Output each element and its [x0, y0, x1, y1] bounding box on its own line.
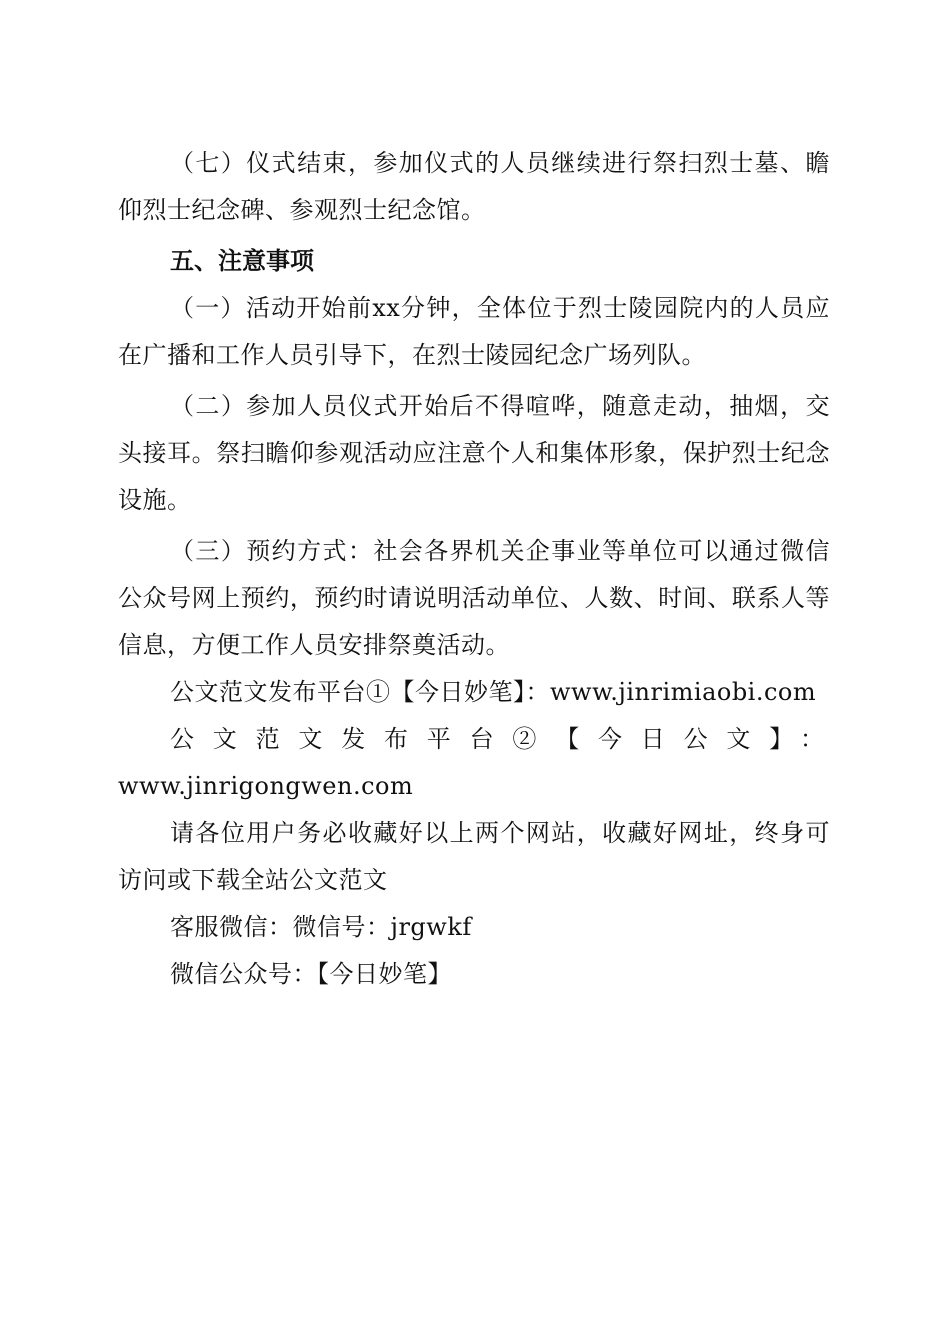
reminder-paragraph: 请各位用户务必收藏好以上两个网站，收藏好网址，终身可访问或下载全站公文范文: [118, 819, 830, 894]
platform-2-url: www.jinrigongwen.com: [118, 772, 414, 800]
platform-2-line: 公文范文发布平台②【今日公文】：: [170, 725, 830, 753]
item-7-paragraph: （七）仪式结束，参加仪式的人员继续进行祭扫烈士墓、瞻仰烈士纪念碑、参观烈士纪念馆。: [118, 149, 830, 224]
wechat-account-line: 微信公众号：【今日妙笔】: [170, 960, 452, 988]
document-page: [118, 140, 830, 998]
note-1-paragraph: （一）活动开始前xx分钟，全体位于烈士陵园院内的人员应在广播和工作人员引导下，在烈士陵园纪念广场列队。: [118, 294, 830, 369]
section-5-heading: 五、注意事项: [170, 247, 314, 275]
note-3-paragraph: （三）预约方式：社会各界机关企事业等单位可以通过微信公众号网上预约，预约时请说明活动单位、人数、时间、联系人等信息，方便工作人员安排祭奠活动。: [118, 537, 830, 659]
note-2-paragraph: （二）参加人员仪式开始后不得喧哗，随意走动，抽烟，交头接耳。祭扫瞻仰参观活动应注意个人和集体形象，保护烈士纪念设施。: [118, 392, 830, 514]
platform-1-line: 公文范文发布平台①【今日妙笔】：www.jinrimiaobi.com: [170, 678, 817, 706]
customer-service-line: 客服微信：微信号：jrgwkf: [170, 913, 472, 941]
